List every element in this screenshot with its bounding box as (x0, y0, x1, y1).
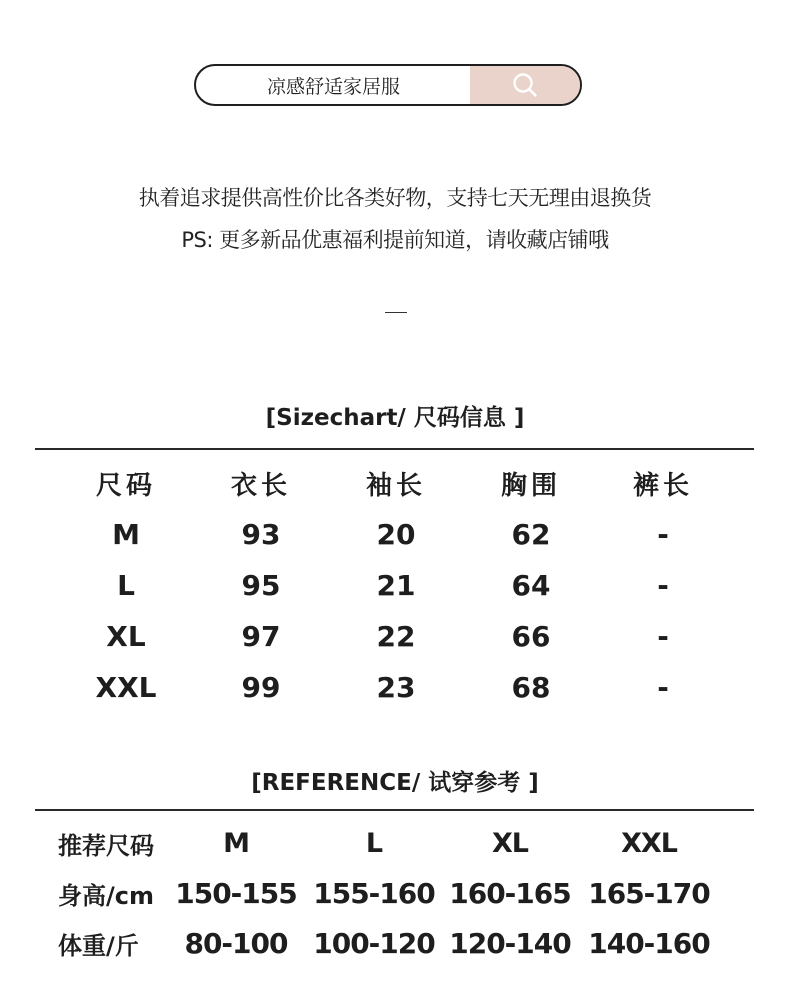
promo-line-1: 执着追求提供高性价比各类好物，支持七天无理由退换货 (138, 186, 652, 210)
size-chart-header-cell: 衣长 (230, 471, 291, 501)
table-row (58, 611, 730, 662)
reference-table (0, 818, 790, 968)
table-cell: 80-100 (184, 926, 288, 960)
reference-size-cell: M (223, 827, 249, 859)
table-cell: 99 (241, 671, 281, 704)
reference-divider (35, 809, 754, 811)
table-cell: 120-140 (449, 926, 571, 960)
size-chart-header-cell: 尺码 (95, 471, 156, 501)
table-cell: 160-165 (449, 876, 571, 910)
size-chart-header-cell: 袖长 (365, 471, 426, 501)
search-icon (510, 70, 540, 100)
reference-row-label: 体重/斤 (58, 931, 139, 960)
table-cell: XL (106, 620, 146, 653)
table-cell: 97 (241, 620, 281, 653)
table-cell: 66 (511, 620, 551, 653)
table-row (0, 868, 790, 918)
reference-size-cell: XL (491, 827, 529, 859)
table-cell: 68 (511, 671, 551, 704)
table-cell: - (657, 518, 669, 551)
reference-header-row (0, 818, 790, 868)
table-row (58, 509, 730, 560)
table-cell: 21 (376, 569, 416, 602)
table-cell: 20 (376, 518, 416, 551)
table-cell: 95 (241, 569, 281, 602)
size-chart-header-row (58, 458, 730, 509)
size-chart-title: [Sizechart/ 尺码信息 ] (265, 405, 525, 431)
size-chart-header-cell: 裤长 (632, 471, 693, 501)
table-row (0, 918, 790, 968)
reference-title: [REFERENCE/ 试穿参考 ] (251, 770, 539, 796)
reference-size-cell: XXL (621, 827, 677, 859)
table-cell: 23 (376, 671, 416, 704)
size-chart-header-cell: 胸围 (500, 471, 561, 501)
divider-dash (385, 312, 407, 313)
table-cell: - (657, 620, 669, 653)
table-cell: 64 (511, 569, 551, 602)
reference-header-label: 推荐尺码 (58, 831, 154, 860)
table-cell: 140-160 (588, 926, 710, 960)
size-chart-table (58, 458, 730, 713)
search-bar[interactable] (194, 64, 582, 106)
table-row (58, 662, 730, 713)
table-cell: 22 (376, 620, 416, 653)
table-cell: 150-155 (175, 876, 297, 910)
table-cell: L (117, 569, 135, 602)
table-cell: 165-170 (588, 876, 710, 910)
table-row (58, 560, 730, 611)
promo-line-2: PS: 更多新品优惠福利提前知道，请收藏店铺哦 (181, 228, 609, 252)
table-cell: 100-120 (313, 926, 435, 960)
reference-row-label: 身高/cm (58, 881, 154, 910)
reference-size-cell: L (365, 827, 383, 859)
search-text[interactable]: 凉感舒适家居服 (266, 75, 400, 98)
table-cell: - (657, 671, 669, 704)
table-cell: - (657, 569, 669, 602)
table-cell: M (112, 518, 140, 551)
table-cell: XXL (95, 671, 157, 704)
size-chart-divider (35, 448, 754, 450)
table-cell: 93 (241, 518, 281, 551)
table-cell: 62 (511, 518, 551, 551)
table-cell: 155-160 (313, 876, 435, 910)
search-button[interactable] (470, 66, 580, 104)
